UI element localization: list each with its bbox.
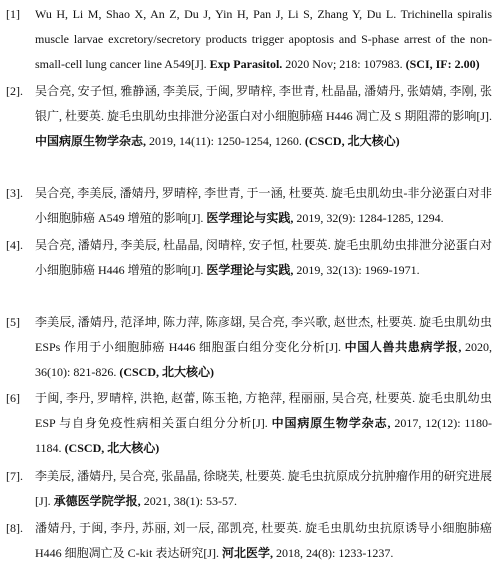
- reference-details: 2021, 38(1): 53-57.: [140, 494, 238, 508]
- reference-number: [2].: [6, 84, 23, 98]
- reference-number: [8].: [6, 521, 23, 535]
- reference-journal: 承德医学院学报,: [53, 494, 141, 508]
- reference-number: [4].: [6, 238, 23, 252]
- reference-authors-title: 吴合亮, 潘婧丹, 李美辰, 杜晶晶, 闵晴梓, 安子恒, 杜要英. 旋毛虫肌幼虫排泄分泌蛋白对小细胞肺癌 H446 增殖的影响[J].: [35, 238, 492, 277]
- reference-details: 2017, 12(12): 1180-1184.: [35, 416, 492, 455]
- reference-authors-title: Wu H, Li M, Shao X, An Z, Du J, Yin H, Pan J, Li S, Zhang Y, Du L. Trichinella spiralis muscle larvae excretory/secretory products trigger apoptosis and S-phase arrest of the non-small-cell lung cancer line A549[J].: [35, 7, 492, 71]
- reference-authors-title: 于闽, 李丹, 罗晴梓, 洪艳, 赵蕾, 陈玉艳, 方艳萍, 程丽丽, 吴合亮, 杜要英. 旋毛虫肌幼虫 ESP 与自身免疫性病相关蛋白组分分析[J].: [35, 391, 492, 430]
- reference-details: 2020 Nov; 218: 107983.: [282, 57, 406, 71]
- reference-text: [35, 386, 492, 461]
- reference-details: 2019, 32(13): 1969-1971.: [293, 263, 420, 277]
- reference-text: [35, 516, 492, 566]
- reference-text: [35, 181, 492, 231]
- reference-text: [35, 79, 492, 154]
- reference-text: [35, 464, 492, 514]
- reference-number: [5]: [6, 315, 20, 329]
- reference-number: [6]: [6, 391, 20, 405]
- reference-journal: 中国病原生物学杂志,: [35, 134, 147, 148]
- reference-text: [35, 233, 492, 283]
- reference-authors-title: 吴合亮, 安子恒, 雅静涵, 李美辰, 于闽, 罗晴梓, 李世青, 杜晶晶, 潘婧丹, 张婧婧, 李刚, 张银广, 杜要英. 旋毛虫肌幼虫排泄分泌蛋白对小细胞肺癌 H446 凋亡及 S 期阻滞的影响[J].: [35, 84, 493, 123]
- reference-journal: 中国人兽共患病学报,: [344, 340, 462, 354]
- reference-details: 2018, 24(8): 1233-1237.: [273, 546, 394, 560]
- reference-authors-title: 潘婧丹, 于闽, 李丹, 苏丽, 刘一辰, 邵凯亮, 杜要英. 旋毛虫肌幼虫抗原诱导小细胞肺癌 H446 细胞凋亡及 C-kit 表达研究[J].: [35, 521, 492, 560]
- reference-text: [35, 310, 492, 385]
- reference-journal: 医学理论与实践,: [206, 211, 294, 225]
- reference-number: [1]: [6, 7, 20, 21]
- reference-index-tag: (SCI, IF: 2.00): [405, 57, 480, 71]
- reference-journal: 中国病原生物学杂志,: [271, 416, 391, 430]
- reference-details: 2019, 32(9): 1284-1285, 1294.: [293, 211, 444, 225]
- reference-journal: 医学理论与实践,: [206, 263, 294, 277]
- reference-journal: Exp Parasitol.: [209, 57, 283, 71]
- reference-journal: 河北医学,: [222, 546, 274, 560]
- reference-authors-title: 李美辰, 潘婧丹, 吴合亮, 张晶晶, 徐晓芙, 杜要英. 旋毛虫抗原成分抗肿瘤作用的研究进展[J].: [35, 469, 492, 508]
- reference-authors-title: 李美辰, 潘婧丹, 范泽坤, 陈力萍, 陈彦翃, 吴合亮, 李兴歌, 赵世杰, 杜要英. 旋毛虫肌幼虫 ESPs 作用于小细胞肺癌 H446 细胞蛋白组分变化分析[J].: [35, 315, 492, 354]
- reference-details: 2020, 36(10): 821-826.: [35, 340, 492, 379]
- reference-text: [35, 2, 492, 77]
- reference-number: [3].: [6, 186, 23, 200]
- reference-authors-title: 吴合亮, 李美辰, 潘婧丹, 罗晴梓, 李世青, 于一涵, 杜要英. 旋毛虫肌幼虫-非分泌蛋白对非小细胞肺癌 A549 增殖的影响[J].: [35, 186, 492, 225]
- reference-index-tag: (CSCD, 北大核心): [64, 441, 160, 455]
- reference-number: [7].: [6, 469, 23, 483]
- reference-index-tag: (CSCD, 北大核心): [119, 365, 214, 379]
- reference-details: 2019, 14(11): 1250-1254, 1260.: [146, 134, 305, 148]
- reference-index-tag: (CSCD, 北大核心): [304, 134, 400, 148]
